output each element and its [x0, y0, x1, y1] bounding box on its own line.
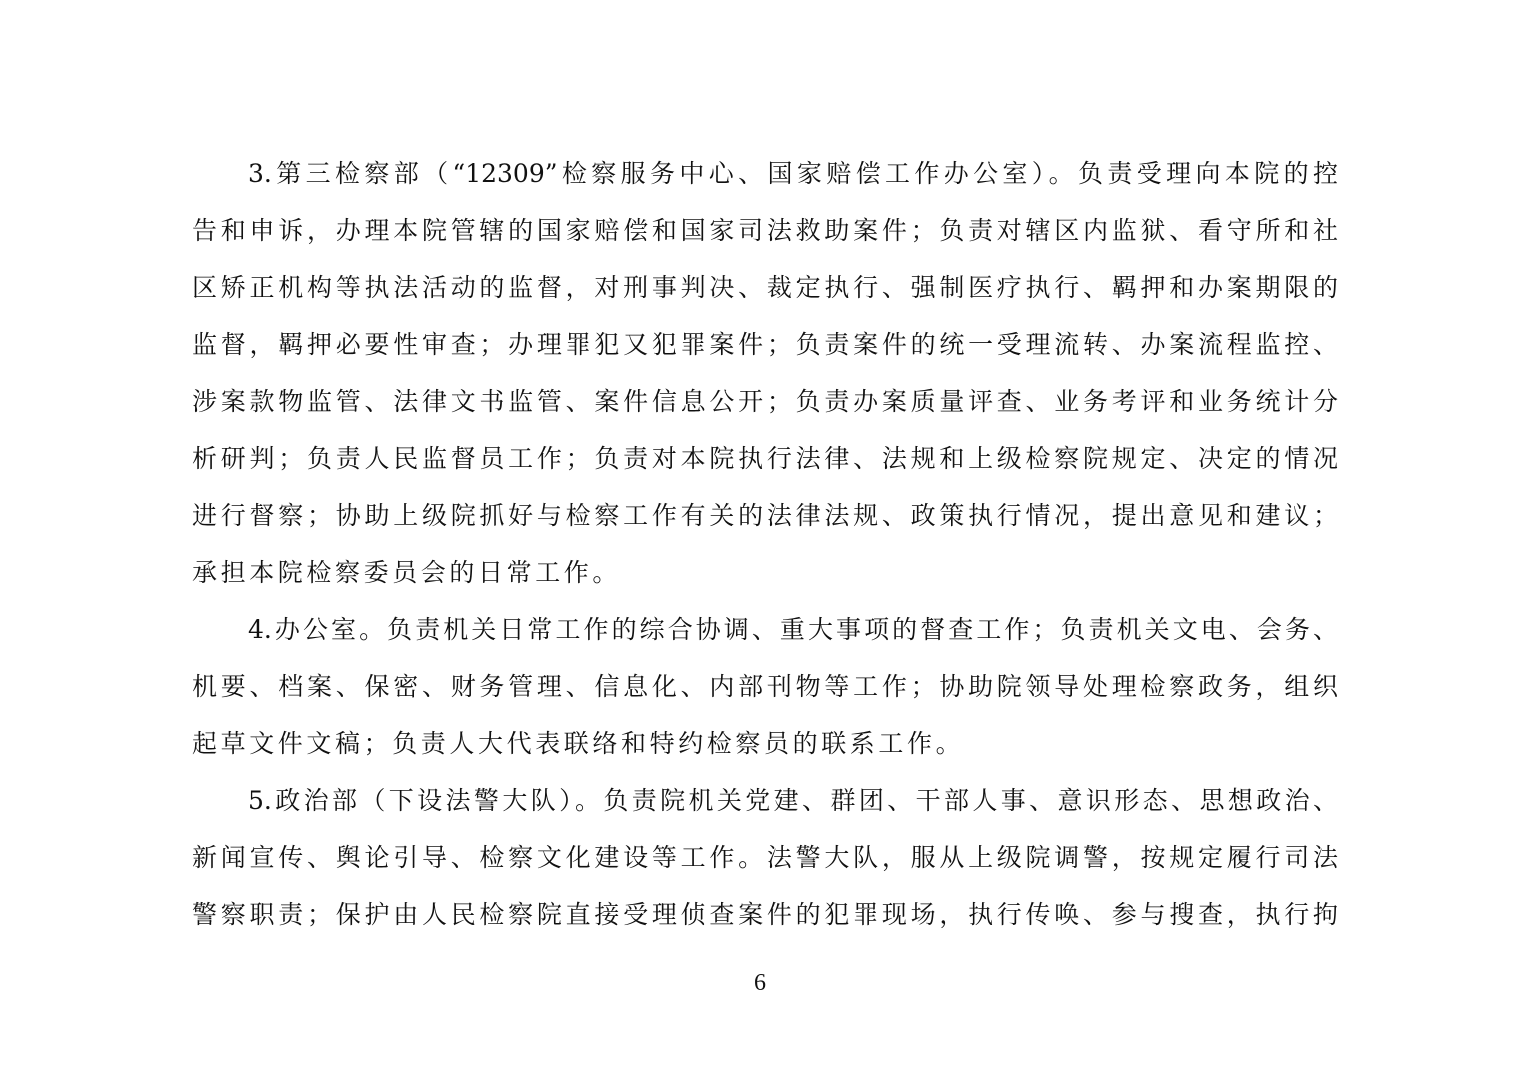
- text-line: 涉案款物监管、法律文书监管、案件信息公开；负责办案质量评查、业务考评和业务统计分: [192, 387, 1338, 416]
- text-line: 机要、档案、保密、财务管理、信息化、内部刊物等工作；协助院领导处理检察政务，组织: [192, 672, 1338, 701]
- text-line: 告和申诉，办理本院管辖的国家赔偿和国家司法救助案件；负责对辖区内监狱、看守所和社: [192, 216, 1338, 245]
- text-line: 监督，羁押必要性审查；办理罪犯又犯罪案件；负责案件的统一受理流转、办案流程监控、: [192, 330, 1338, 359]
- page-number: 6: [754, 970, 766, 996]
- text-line: 5.政治部（下设法警大队）。负责院机关党建、群团、干部人事、意识形态、思想政治、: [248, 786, 1338, 815]
- text-line: 区矫正机构等执法活动的监督，对刑事判决、裁定执行、强制医疗执行、羁押和办案期限的: [192, 273, 1338, 302]
- text-line: 起草文件文稿；负责人大代表联络和特约检察员的联系工作。: [192, 729, 965, 758]
- text-line: 3.第三检察部（“12309”检察服务中心、国家赔偿工作办公室）。负责受理向本院的控: [248, 159, 1338, 188]
- text-line: 进行督察；协助上级院抓好与检察工作有关的法律法规、政策执行情况，提出意见和建议；: [192, 501, 1338, 530]
- text-line: 新闻宣传、舆论引导、检察文化建设等工作。法警大队，服从上级院调警，按规定履行司法: [192, 843, 1338, 872]
- paragraph-political-department: [192, 772, 1338, 943]
- text-line: 警察职责；保护由人民检察院直接受理侦查案件的犯罪现场，执行传唤、参与搜查，执行拘: [192, 900, 1338, 929]
- paragraph-third-procuratorate: [192, 145, 1338, 601]
- paragraph-office: [192, 601, 1338, 772]
- document-body: [192, 145, 1338, 943]
- text-line: 承担本院检察委员会的日常工作。: [192, 558, 622, 587]
- text-line: 4.办公室。负责机关日常工作的综合协调、重大事项的督查工作；负责机关文电、会务、: [248, 615, 1338, 644]
- text-line: 析研判；负责人民监督员工作；负责对本院执行法律、法规和上级检察院规定、决定的情况: [192, 444, 1338, 473]
